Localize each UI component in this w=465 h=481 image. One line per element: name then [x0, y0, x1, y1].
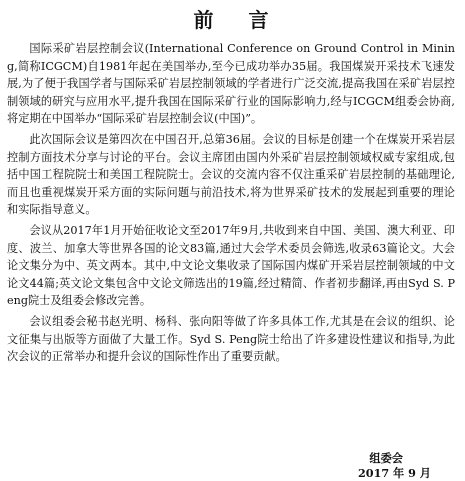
- signature-date: 2017 年 9 月: [358, 466, 431, 480]
- paragraph-1: 国际采矿岩层控制会议(International Conference on Ground Control in Mining,简称ICGCM)自1981年起在美国举办,至今已成功举办35届。我国煤炭开采技术飞速发展,为了便于我国学者与国际采矿岩层控制领域的学者进行广泛交流,提高我国在采矿岩层控制领域的研究与应用水平,提升我国在国际采矿行业的国际影响力,经与ICGCM组委会协商,将定期在中国举办“国际采矿岩层控制会议(中国)”。: [7, 42, 455, 126]
- paragraph-3: 会议从2017年1月开始征收论文至2017年9月,共收到来自中国、美国、澳大利亚、印度、波兰、加拿大等世界各国的论文83篇,通过大会学术委员会筛选,收录63篇论文。大会论文集分为中、英文两本。其中,中文论文集收录了国际国内煤矿开采岩层控制领域的中文论文44篇;英文论文集包含中文论文筛选出的19篇,经过精简、作者初步翻译,再由Syd S. Peng院士及组委会修改完善。: [7, 223, 455, 308]
- paragraph-4: 会议组委会秘书赵光明、杨科、张向阳等做了许多具体工作,尤其是在会议的组织、论文征集与出版等方面做了大量工作。Syd S. Peng院士给出了许多建设性建议和指导,为此次会议的正常举办和提升会议的国际性作出了重要贡献。: [7, 314, 455, 364]
- paragraph-2: 此次国际会议是第四次在中国召开,总第36届。会议的目标是创建一个在煤炭开采岩层控制方面技术分享与讨论的平台。会议主席团由国内外采矿岩层控制领域权威专家组成,包括中国工程院院士和美国工程院院士。会议的交流内容不仅注重采矿岩层控制的基础理论,而且也重视煤炭开采方面的实际问题与前沿技术,将为世界采矿技术的发展起到重要的理论和实际指导意义。: [7, 132, 455, 217]
- signature-org: 组委会: [369, 451, 403, 465]
- page-title: 前 言: [193, 8, 283, 32]
